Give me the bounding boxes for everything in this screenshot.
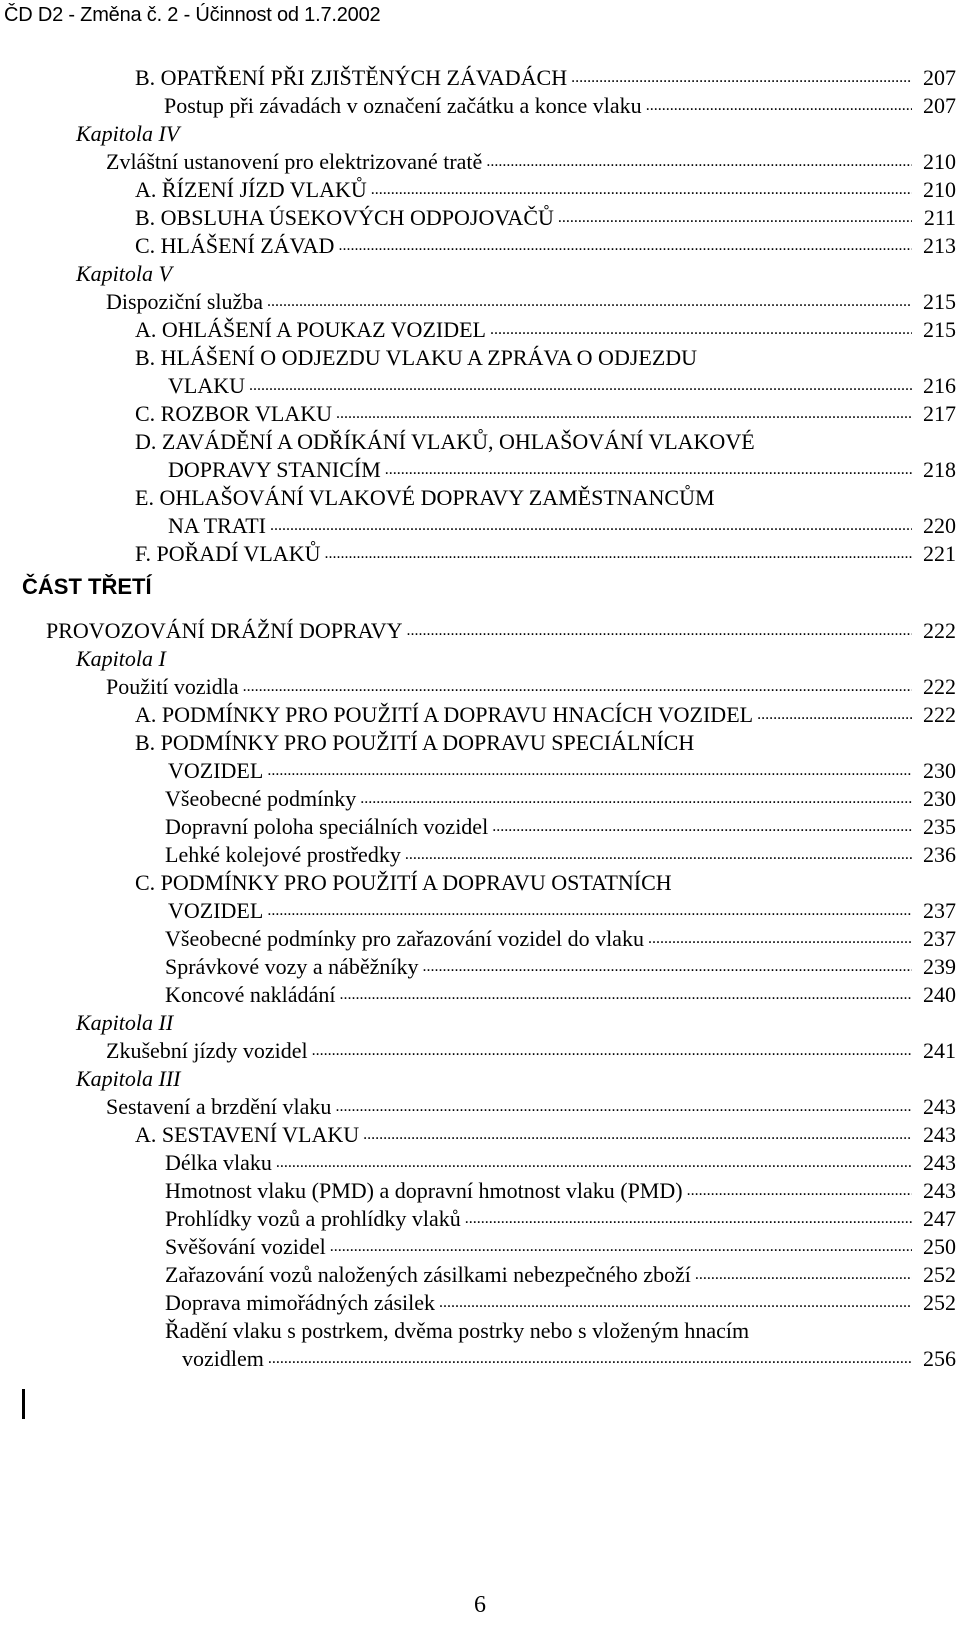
- toc-entry: [165, 1149, 956, 1177]
- toc-entry: [106, 1037, 956, 1065]
- toc-entry-page: 211: [923, 205, 956, 230]
- toc-entry-page: 216: [923, 373, 956, 398]
- dot-leader: [335, 1097, 912, 1117]
- toc-entry-page: 221: [923, 541, 956, 566]
- toc-entry: [165, 981, 956, 1009]
- toc-entry: [135, 428, 755, 456]
- part-heading: ČÁST TŘETÍ: [22, 574, 152, 599]
- chapter-heading: [76, 120, 179, 148]
- toc-entry-text: NA TRATI: [168, 513, 266, 538]
- toc-entry: [168, 897, 956, 925]
- toc-entry-text: A. OHLÁŠENÍ A POUKAZ VOZIDEL: [135, 317, 486, 342]
- toc-entry-text: Všeobecné podmínky: [165, 786, 357, 811]
- toc-entry-page: 218: [923, 457, 956, 482]
- toc-entry-text: Řadění vlaku s postrkem, dvěma postrky nebo s vloženým hnacím: [165, 1318, 750, 1343]
- toc-entry: [165, 925, 956, 953]
- toc-entry-text: Správkové vozy a náběžníky: [165, 954, 419, 979]
- toc-entry-text: Sestavení a brzdění vlaku: [106, 1094, 332, 1119]
- toc-entry: [165, 1289, 956, 1317]
- toc-entry-page: 236: [923, 842, 956, 867]
- toc-entry-text: Doprava mimořádných zásilek: [165, 1290, 436, 1315]
- toc-entry-text: C. PODMÍNKY PRO POUŽITÍ A DOPRAVU OSTATNÍCH: [135, 870, 672, 895]
- toc-entry-text: Postup při závadách v označení začátku a konce vlaku: [164, 93, 642, 118]
- toc-entry-text: Zkušební jízdy vozidel: [106, 1038, 308, 1063]
- dot-leader: [407, 621, 912, 641]
- toc-entry: [135, 484, 715, 512]
- toc-entry-text: F. POŘADÍ VLAKŮ: [135, 541, 321, 566]
- toc-entry-text: Dopravní poloha speciálních vozidel: [165, 814, 489, 839]
- chapter-heading-text: Kapitola II: [76, 1010, 174, 1035]
- toc-entry-page: 230: [923, 758, 956, 783]
- toc-entry-text: Koncové nakládání: [165, 982, 336, 1007]
- toc-entry-page: 220: [923, 513, 956, 538]
- toc-entry-page: 250: [923, 1234, 956, 1259]
- chapter-heading: [76, 645, 166, 673]
- dot-leader: [267, 292, 912, 312]
- dot-leader: [465, 1209, 912, 1229]
- toc-entry-page: 256: [923, 1346, 956, 1371]
- dot-leader: [312, 1041, 912, 1061]
- toc-entry-page: 243: [923, 1094, 956, 1119]
- toc-entry: [135, 1121, 956, 1149]
- toc-entry-text: A. ŘÍZENÍ JÍZD VLAKŮ: [135, 177, 367, 202]
- dot-leader: [339, 985, 912, 1005]
- toc-entry-page: 252: [923, 1290, 956, 1315]
- dot-leader: [385, 460, 912, 480]
- toc-entry-text: E. OHLAŠOVÁNÍ VLAKOVÉ DOPRAVY ZAMĚSTNANCŮM: [135, 485, 715, 510]
- toc-entry-page: 222: [923, 618, 956, 643]
- chapter-heading-text: Kapitola I: [76, 646, 166, 671]
- dot-leader: [267, 761, 912, 781]
- toc-entry: [135, 176, 956, 204]
- toc-entry-page: 222: [923, 702, 956, 727]
- toc-entry: [168, 512, 956, 540]
- dot-leader: [558, 208, 912, 228]
- toc-entry: [135, 729, 694, 757]
- dot-leader: [338, 236, 912, 256]
- toc-entry: [164, 92, 956, 120]
- toc-entry-page: 222: [923, 674, 956, 699]
- toc-entry: [135, 344, 697, 372]
- dot-leader: [405, 845, 912, 865]
- toc-entry-text: vozidlem: [182, 1346, 264, 1371]
- dot-leader: [571, 68, 912, 88]
- toc-entry-text: Dispoziční služba: [106, 289, 264, 314]
- toc-entry-text: Lehké kolejové prostředky: [165, 842, 401, 867]
- page-number: 6: [474, 1592, 486, 1618]
- toc-entry-page: 237: [923, 898, 956, 923]
- toc-entry: [135, 64, 956, 92]
- toc-entry: [165, 1205, 956, 1233]
- toc-entry-page: 239: [923, 954, 956, 979]
- toc-entry: [135, 701, 956, 729]
- toc-entry-page: 243: [923, 1178, 956, 1203]
- dot-leader: [276, 1153, 912, 1173]
- toc-entry-page: 243: [923, 1122, 956, 1147]
- toc-entry-text: Zařazování vozů naložených zásilkami nebezpečného zboží: [165, 1262, 691, 1287]
- dot-leader: [423, 957, 912, 977]
- toc-entry-text: Zvláštní ustanovení pro elektrizované tratě: [106, 149, 483, 174]
- toc-entry-text: Svěšování vozidel: [165, 1234, 326, 1259]
- toc-entry: [135, 400, 956, 428]
- toc-entry-page: 215: [923, 289, 956, 314]
- toc-entry-text: C. HLÁŠENÍ ZÁVAD: [135, 233, 335, 258]
- dot-leader: [249, 376, 912, 396]
- toc-entry-text: VOZIDEL: [168, 898, 264, 923]
- dot-leader: [492, 817, 912, 837]
- toc-entry: [165, 1177, 956, 1205]
- toc-entry-page: 213: [923, 233, 956, 258]
- toc-entry-page: 210: [923, 177, 956, 202]
- dot-leader: [360, 789, 912, 809]
- toc-entry: [135, 316, 956, 344]
- toc-entry-page: 247: [923, 1206, 956, 1231]
- dot-leader: [757, 705, 912, 725]
- toc-entry: [165, 841, 956, 869]
- toc-entry: [165, 953, 956, 981]
- toc-entry-text: D. ZAVÁDĚNÍ A ODŘÍKÁNÍ VLAKŮ, OHLAŠOVÁNÍ VLAKOVÉ: [135, 429, 755, 454]
- toc-entry-text: DOPRAVY STANICÍM: [168, 457, 381, 482]
- toc-entry-page: 210: [923, 149, 956, 174]
- toc-entry-text: Prohlídky vozů a prohlídky vlaků: [165, 1206, 461, 1231]
- toc-entry-page: 207: [923, 65, 956, 90]
- toc-entry: [106, 288, 956, 316]
- dot-leader: [243, 677, 912, 697]
- toc-entry: [135, 869, 672, 897]
- dot-leader: [687, 1181, 912, 1201]
- toc-entry: [165, 1317, 749, 1345]
- toc-entry-text: B. OPATŘENÍ PŘI ZJIŠTĚNÝCH ZÁVADÁCH: [135, 65, 568, 90]
- toc-entry-text: VOZIDEL: [168, 758, 264, 783]
- toc-entry-page: 235: [923, 814, 956, 839]
- toc-entry: [106, 148, 956, 176]
- dot-leader: [270, 516, 912, 536]
- dot-leader: [324, 544, 912, 564]
- toc-entry-text: B. PODMÍNKY PRO POUŽITÍ A DOPRAVU SPECIÁLNÍCH: [135, 730, 695, 755]
- toc-entry-page: 252: [923, 1262, 956, 1287]
- toc-entry: [135, 204, 956, 232]
- toc-entry-page: 217: [923, 401, 956, 426]
- toc-entry-page: 240: [923, 982, 956, 1007]
- toc-entry: [135, 540, 956, 568]
- toc-entry-text: Použití vozidla: [106, 674, 239, 699]
- dot-leader: [648, 929, 912, 949]
- change-bar: [22, 1389, 25, 1419]
- chapter-heading-text: Kapitola III: [76, 1066, 181, 1091]
- toc-entry-page: 215: [923, 317, 956, 342]
- toc-entry-text: A. PODMÍNKY PRO POUŽITÍ A DOPRAVU HNACÍCH VOZIDEL: [135, 702, 754, 727]
- toc-entry-page: 207: [923, 93, 956, 118]
- dot-leader: [439, 1293, 912, 1313]
- toc-entry: [168, 757, 956, 785]
- dot-leader: [267, 901, 912, 921]
- dot-leader: [330, 1237, 912, 1257]
- toc-entry-page: 241: [923, 1038, 956, 1063]
- toc-entry: [106, 1093, 956, 1121]
- dot-leader: [363, 1125, 912, 1145]
- chapter-heading-text: Kapitola IV: [76, 121, 180, 146]
- dot-leader: [646, 96, 912, 116]
- toc-entry-page: 237: [923, 926, 956, 951]
- toc-entry-text: Hmotnost vlaku (PMD) a dopravní hmotnost vlaku (PMD): [165, 1178, 683, 1203]
- toc-entry-text: Všeobecné podmínky pro zařazování vozidel do vlaku: [165, 926, 644, 951]
- toc-entry: [165, 1261, 956, 1289]
- chapter-heading: [76, 260, 172, 288]
- toc-entry-text: PROVOZOVÁNÍ DRÁŽNÍ DOPRAVY: [46, 618, 403, 643]
- dot-leader: [336, 404, 912, 424]
- toc-entry: [165, 813, 956, 841]
- toc-entry-text: B. OBSLUHA ÚSEKOVÝCH ODPOJOVAČŮ: [135, 205, 554, 230]
- chapter-heading-text: Kapitola V: [76, 261, 172, 286]
- toc-entry: [168, 456, 956, 484]
- toc-entry: [46, 617, 956, 645]
- toc-entry-text: A. SESTAVENÍ VLAKU: [135, 1122, 360, 1147]
- toc-entry: [106, 673, 956, 701]
- document-header: ČD D2 - Změna č. 2 - Účinnost od 1.7.2002: [4, 4, 381, 26]
- toc-entry-page: 243: [923, 1150, 956, 1175]
- toc-entry: [165, 785, 956, 813]
- toc-entry-text: VLAKU: [168, 373, 245, 398]
- toc-entry-text: Délka vlaku: [165, 1150, 272, 1175]
- dot-leader: [486, 152, 912, 172]
- toc-entry-text: C. ROZBOR VLAKU: [135, 401, 333, 426]
- toc-entry: [168, 372, 956, 400]
- toc-entry: [135, 232, 956, 260]
- toc-entry: [165, 1233, 956, 1261]
- toc-entry: [182, 1345, 956, 1373]
- chapter-heading: [76, 1009, 173, 1037]
- dot-leader: [490, 320, 912, 340]
- dot-leader: [695, 1265, 912, 1285]
- toc-entry-page: 230: [923, 786, 956, 811]
- dot-leader: [268, 1349, 912, 1369]
- chapter-heading: [76, 1065, 181, 1093]
- dot-leader: [371, 180, 912, 200]
- toc-entry-text: B. HLÁŠENÍ O ODJEZDU VLAKU A ZPRÁVA O ODJEZDU: [135, 345, 698, 370]
